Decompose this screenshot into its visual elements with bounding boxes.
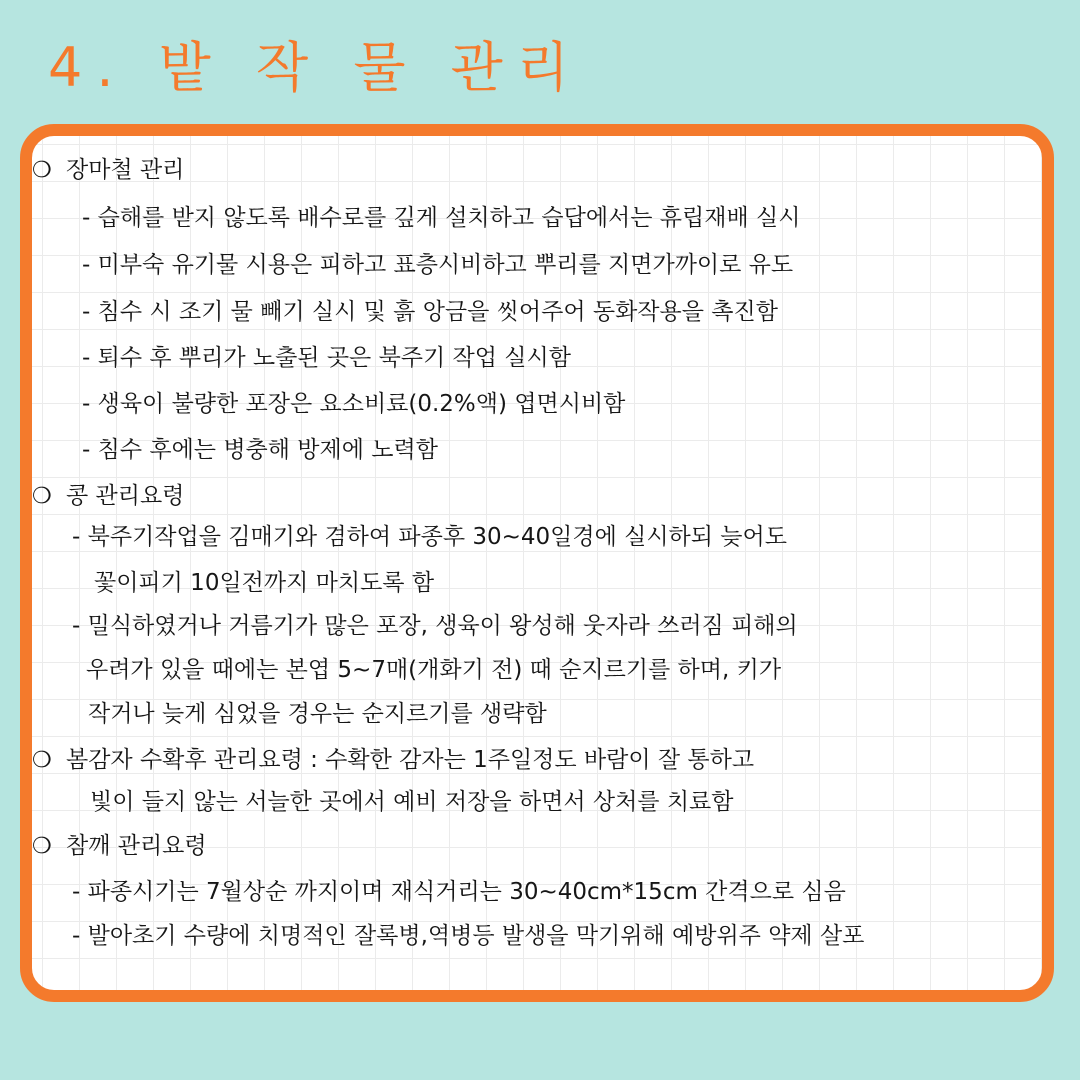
section-heading-text: 콩 관리요령 xyxy=(66,483,185,509)
list-item: - 침수 시 조기 물 빼기 실시 및 흙 앙금을 씻어주어 동화작용을 촉진함 xyxy=(82,299,778,325)
list-item-continuation: 꽃이피기 10일전까지 마치도록 함 xyxy=(94,570,435,596)
circle-bullet-icon: ❍ xyxy=(32,834,52,859)
circle-bullet-icon: ❍ xyxy=(32,158,52,183)
list-item: - 습해를 받지 않도록 배수로를 깊게 설치하고 습답에서는 휴립재배 실시 xyxy=(82,205,801,231)
section-heading-sesame xyxy=(32,830,207,863)
circle-bullet-icon: ❍ xyxy=(32,484,52,509)
circle-bullet-icon: ❍ xyxy=(32,748,52,773)
list-item: - 밀식하였거나 거름기가 많은 포장, 생육이 왕성해 웃자라 쓰러짐 피해의 xyxy=(72,613,798,639)
section-heading-text: 봄감자 수확후 관리요령 : 수확한 감자는 1주일정도 바람이 잘 통하고 xyxy=(66,747,755,773)
list-item: - 발아초기 수량에 치명적인 잘록병,역병등 발생을 막기위해 예방위주 약제 살포 xyxy=(72,923,865,949)
section-heading-monsoon xyxy=(32,154,184,187)
list-item: - 침수 후에는 병충해 방제에 노력함 xyxy=(82,437,438,463)
list-item: - 생육이 불량한 포장은 요소비료(0.2%액) 엽면시비함 xyxy=(82,391,626,417)
section-heading-text: 참깨 관리요령 xyxy=(66,833,207,859)
section-heading-text: 장마철 관리 xyxy=(66,157,185,183)
list-item: - 파종시기는 7월상순 까지이며 재식거리는 30~40cm*15cm 간격으로 심음 xyxy=(72,879,846,905)
content-card xyxy=(20,124,1054,1002)
list-item: - 퇴수 후 뿌리가 노출된 곳은 북주기 작업 실시함 xyxy=(82,345,571,371)
page-title: 4. 밭 작 물 관리 xyxy=(48,36,584,99)
list-item-continuation: 우려가 있을 때에는 본엽 5~7매(개화기 전) 때 순지르기를 하며, 키가 xyxy=(86,657,782,683)
list-item-continuation: 작거나 늦게 심었을 경우는 순지르기를 생략함 xyxy=(88,701,547,727)
paragraph-continuation: 빛이 들지 않는 서늘한 곳에서 예비 저장을 하면서 상처를 치료함 xyxy=(90,789,734,815)
list-item: - 미부숙 유기물 시용은 피하고 표층시비하고 뿌리를 지면가까이로 유도 xyxy=(82,252,794,278)
section-heading-potato xyxy=(32,744,754,777)
section-heading-soybean xyxy=(32,480,184,513)
list-item: - 북주기작업을 김매기와 겸하여 파종후 30~40일경에 실시하되 늦어도 xyxy=(72,524,787,550)
